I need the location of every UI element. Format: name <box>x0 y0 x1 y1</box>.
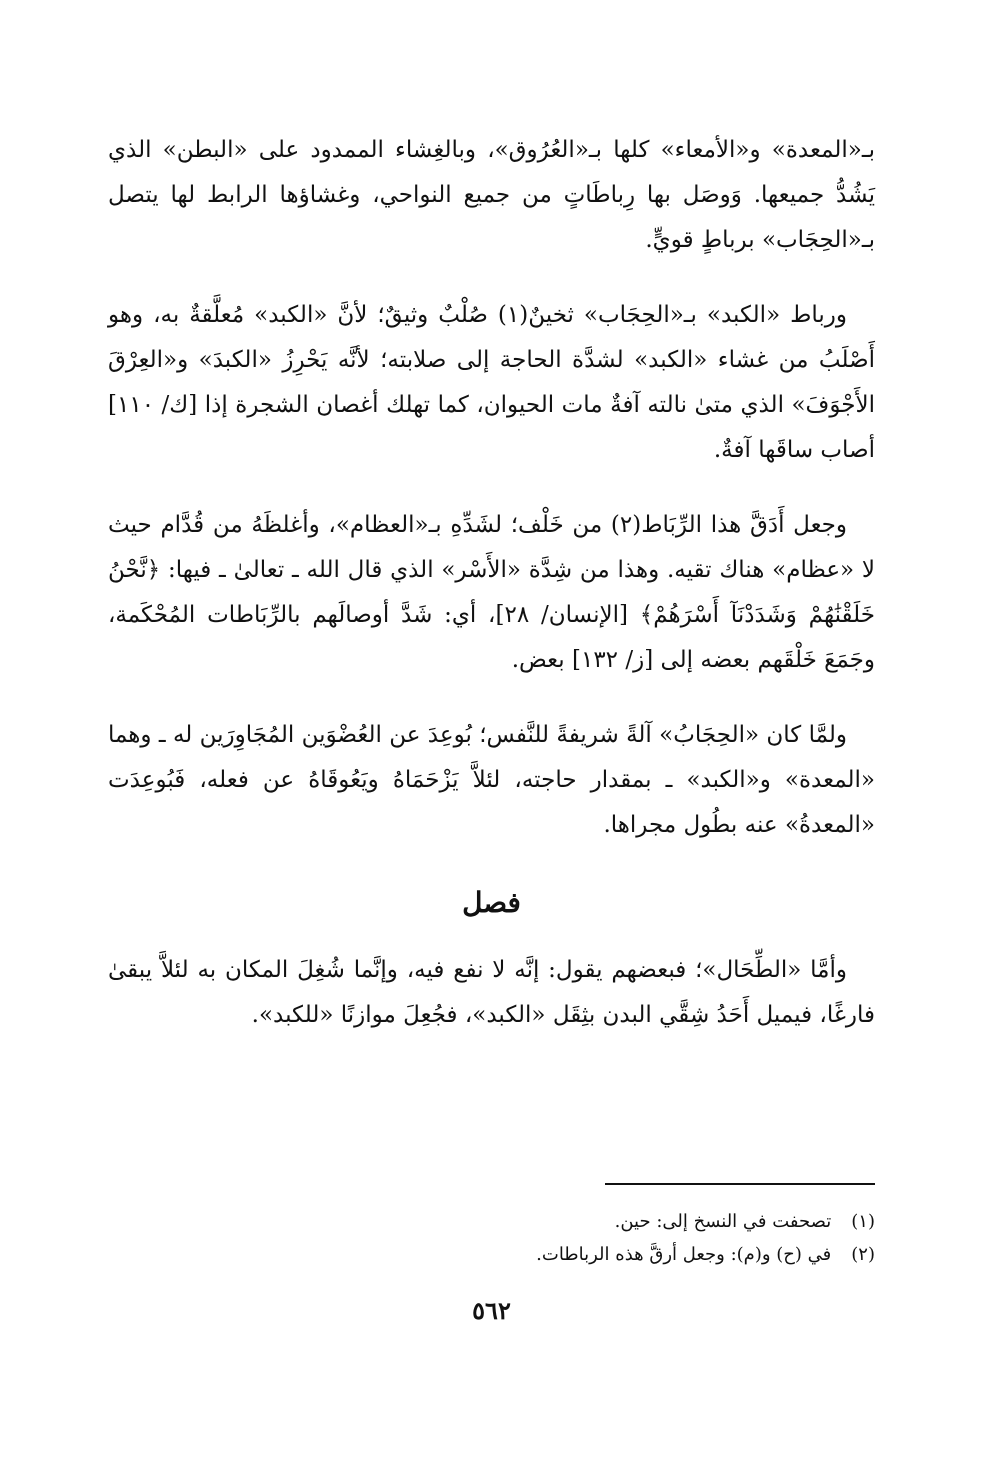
paragraph-5: وأمَّا «الطِّحَال»؛ فبعضهم يقول: إنَّه لا نفع فيه، وإنَّما شُغِلَ المكان به لئلاَّ يبقىٰ فارغًا، فيميل أَحَدُ شِقَّي البدن بثِقَل «الكبد»، فجُعِلَ موازنًا «للكبد». <box>108 957 875 1028</box>
footnote-2 <box>108 1238 875 1271</box>
paragraph-1: بـ«المعدة» و«الأمعاء» كلها بـ«العُرُوق»، وبالغِشاء الممدود على «البطن» الذي يَشُدُّ جميعها. وَوصَل بها رِباطَاتٍ من جميع النواحي، وغشاؤها الرابط لها يتصل بـ«الحِجَاب» برباطٍ قويٍّ. <box>108 137 875 253</box>
footnote-text: تصحفت في النسخ إلى: حين. <box>614 1211 832 1232</box>
section-heading: فصل <box>462 886 521 919</box>
footnote-text: في (ح) و(م): وجعل أرقَّ هذه الرباطات. <box>536 1244 832 1265</box>
paragraph-4: ولمَّا كان «الحِجَابُ» آلةً شريفةً للنَّفس؛ بُوعِدَ عن العُضْوَين المُجَاوِرَين له ـ وهما «المعدة» و«الكبد» ـ بمقدار حاجته، لئلاَّ يَزْحَمَاهُ ويَعُوقَاهُ عن فعله، فَبُوعِدَت «المعدةُ» عنه بطُول مجراها. <box>108 722 875 838</box>
footnote-1 <box>108 1205 875 1238</box>
footnote-number: (٢) <box>851 1244 875 1265</box>
footnote-number: (١) <box>851 1211 875 1232</box>
footnote-divider <box>605 1183 875 1185</box>
main-text <box>108 128 875 1068</box>
paragraph-3: وجعل أَدَقَّ هذا الرِّبَاط(٢) من خَلْف؛ لشَدِّهِ بـ«العظام»، وأغلظَهُ من قُدَّام حيث لا «عظام» هناك تقيه. وهذا من شِدَّة «الأَسْر» الذي قال الله ـ تعالىٰ ـ فيها: ﴿نَّحْنُ خَلَقْنَٰهُمْ وَشَدَدْنَآ أَسْرَهُمْ﴾ [الإنسان/ ٢٨]، أي: شَدَّ أوصالَهم بالرِّبَاطات المُحْكَمة، وجَمَعَ خَلْقَهم بعضه إلى [ز/ ١٣٢] بعض. <box>108 512 875 673</box>
footnotes <box>108 1205 875 1271</box>
paragraph-2: ورباط «الكبد» بـ«الحِجَاب» ثخينٌ(١) صُلْبٌ وثيقٌ؛ لأنَّ «الكبد» مُعلَّقةٌ به، وهو أَصْلَبُ من غشاء «الكبد» لشدَّة الحاجة إلى صلابته؛ لأنَّه يَحْرِزُ «الكبدَ» و«العِرْقَ الأَجْوَفَ» الذي متىٰ نالته آفةٌ مات الحيوان، كما تهلك أغصان الشجرة إذا [ك/ ١١٠] أصاب ساقَها آفةٌ. <box>108 302 875 463</box>
page-number: ٥٦٢ <box>472 1296 511 1325</box>
